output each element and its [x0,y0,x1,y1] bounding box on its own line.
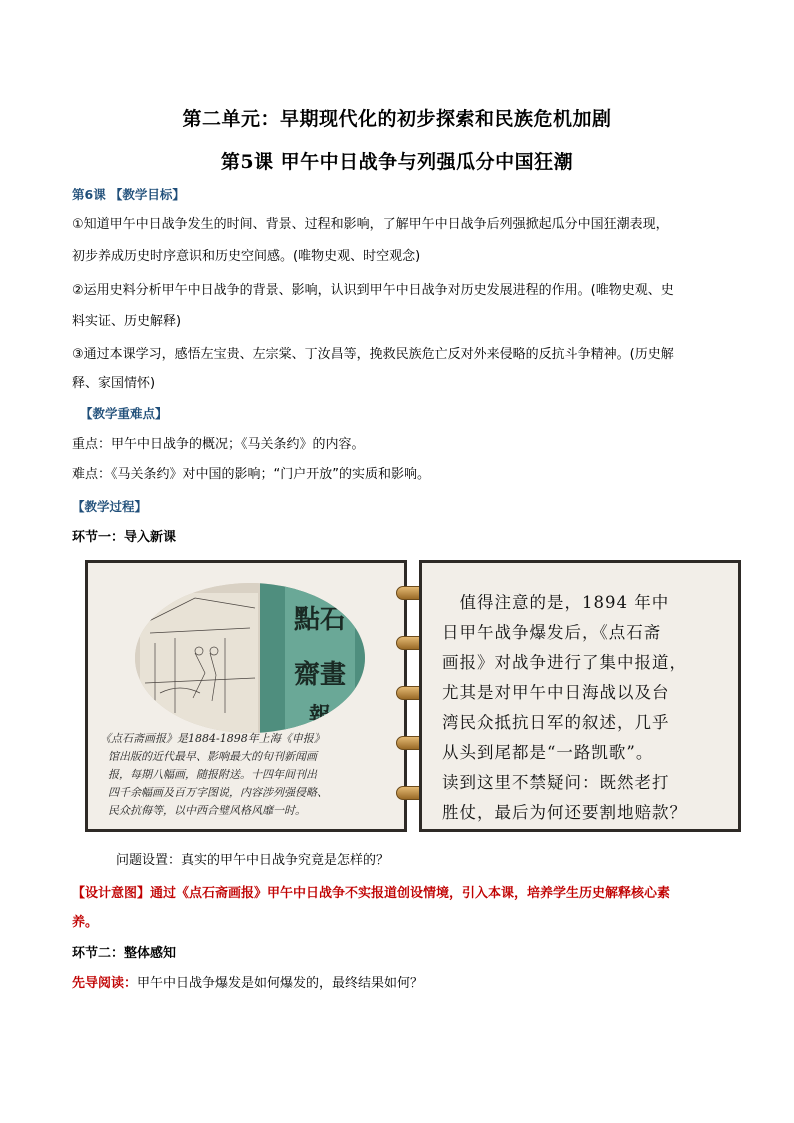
quote-line: 尤其是对甲午中日海战以及台 [442,683,670,702]
design-intent-text-cont: 养。 [72,915,99,930]
design-intent-text: 通过《点石斋画报》甲午中日战争不实报道创设情境，引入本课，培养学生历史解释核心素 [150,886,671,901]
pre-reading-text: 甲午中日战争爆发是如何爆发的，最终结果如何？ [137,976,424,991]
quote-line: 值得注意的是，1894 年中 [442,593,670,612]
svg-text:報: 報 [308,703,332,729]
quote-line: 从头到尾都是“一路凯歌”。 [442,743,654,762]
caption-line: 四千余幅画及百万字图说，内容涉列强侵略、 [108,786,328,799]
objective-line: ①知道甲午中日战争发生的时间、背景、过程和影响，了解甲午中日战争后列强掀起瓜分中国狂潮表现， [72,217,669,232]
key-points-heading: 【教学重难点】 [80,406,168,421]
newspaper-drawing [135,583,365,733]
quote-line: 湾民众抵抗日军的叙述，几乎 [442,713,670,732]
objective-line: 初步养成历史时序意识和历史空间感。(唯物史观、时空观念) [72,249,421,264]
quote-line: 读到这里不禁疑问：既然老打 [442,773,670,792]
caption-line: 《点石斋画报》是1884-1898年上海《申报》 [100,732,325,745]
objective-line: 释、家国情怀) [72,376,156,391]
design-intent [72,885,670,903]
objective-line: ②运用史料分析甲午中日战争的背景、影响，认识到甲午中日战争对历史发展进程的作用。(唯物史观、史 [72,283,674,298]
step-one-label: 环节一：导入新课 [72,530,177,545]
svg-text:點石: 點石 [293,605,347,635]
right-book-page [419,560,741,832]
left-book-page [85,560,407,832]
process-heading: 【教学过程】 [72,499,148,514]
objectives-label: 【教学目标】 [109,187,185,202]
objective-line: ③通过本课学习，感悟左宝贵、左宗棠、丁汝昌等，挽救民族危亡反对外来侵略的反抗斗争精神。(历史解 [72,347,674,362]
caption-line: 报，每期八幅画，随报附送。十四年间刊出 [108,768,317,781]
quote-line: 画报》对战争进行了集中报道， [442,653,687,672]
step-two-label: 环节二：整体感知 [72,946,177,961]
illustration-caption [100,730,400,820]
objectives-heading [72,186,185,205]
objective-line: 料实证、历史解释) [72,314,182,329]
unit-title: 第二单元：早期现代化的初步探索和民族危机加剧 [182,108,612,130]
pre-reading-label: 先导阅读： [72,976,138,991]
quote-line: 胜仗，最后为何还要割地赔款？ [442,803,687,822]
question-text: 问题设置：真实的甲午中日战争究竟是怎样的？ [116,853,390,868]
quote-line: 日甲午战争爆发后，《点石斋 [442,623,662,642]
focus-text: 重点：甲午中日战争的概况；《马关条约》的内容。 [72,437,365,452]
pre-reading [72,975,423,993]
newspaper-image [135,583,365,733]
difficulty-text: 难点：《马关条约》对中国的影响；“门户开放”的实质和影响。 [72,467,430,482]
caption-line: 馆出版的近代最早、影响最大的旬刊新闻画 [108,750,317,763]
caption-line: 民众抗侮等，以中西合璧风格风靡一时。 [108,804,306,817]
svg-text:齋畫: 齋畫 [293,660,347,690]
design-intent-label: 【设计意图】 [72,886,151,901]
intro-illustration [85,560,741,832]
lesson-title: 第5课 甲午中日战争与列强瓜分中国狂潮 [220,151,574,173]
illustration-quote [442,588,734,828]
lesson-tag: 第6课 [72,187,106,202]
